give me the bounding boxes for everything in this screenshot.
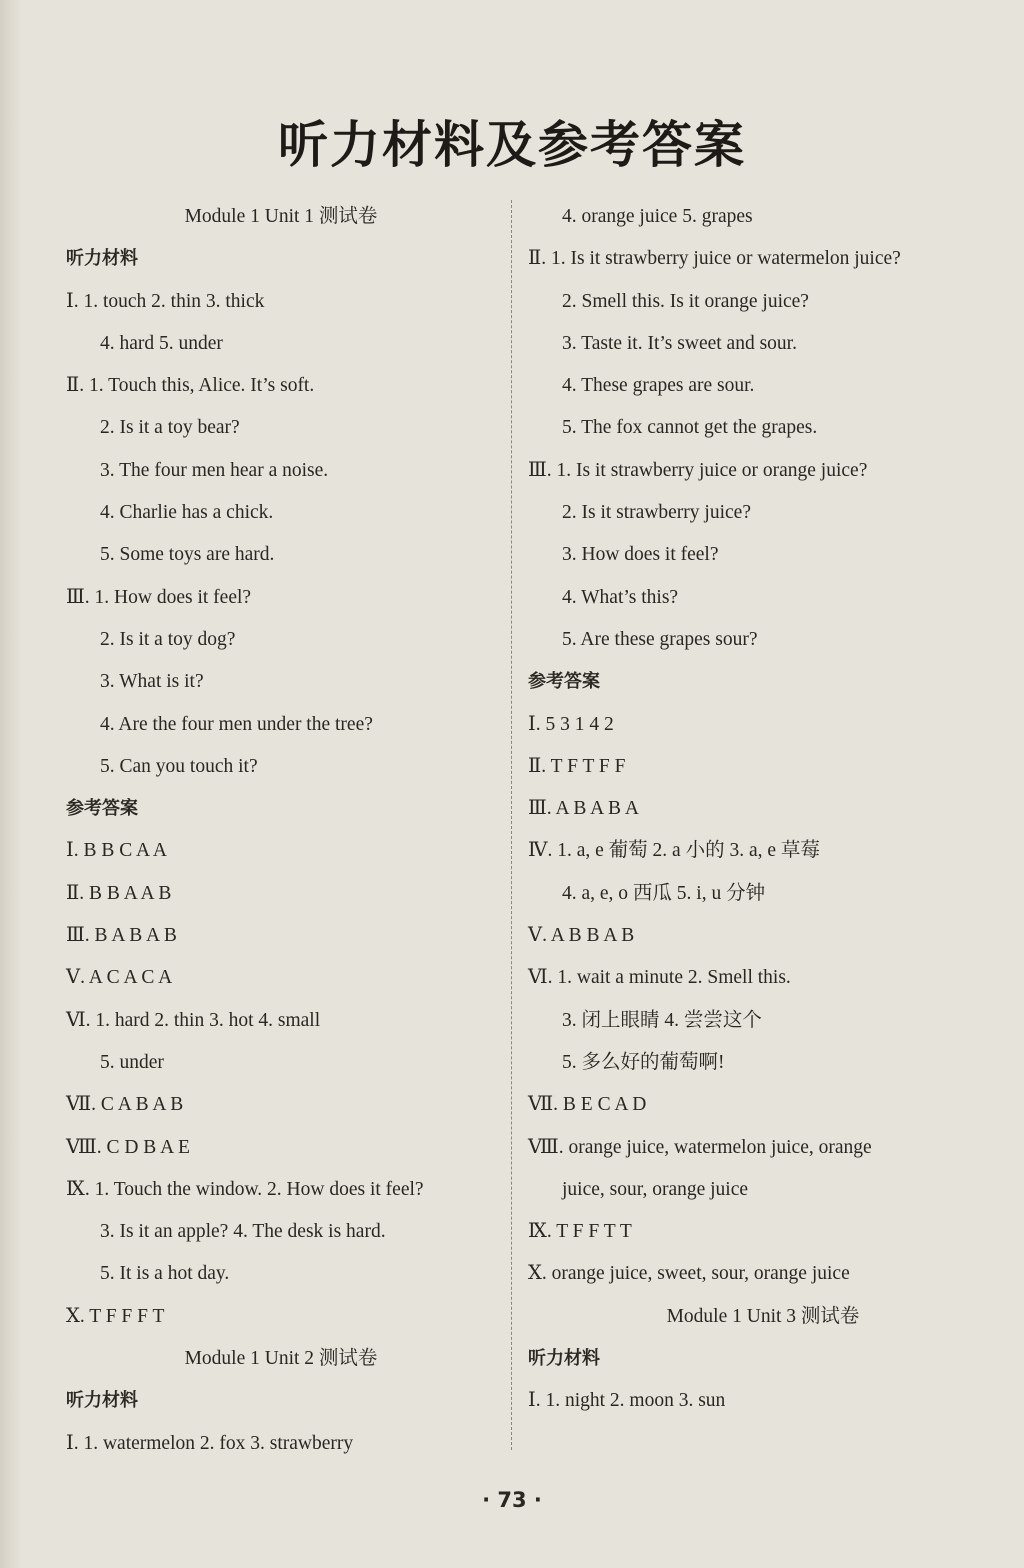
text-line: Ⅲ. A B A B A <box>528 798 639 820</box>
section-heading: 参考答案 <box>528 671 600 693</box>
text-line: 2. Smell this. Is it orange juice? <box>562 290 809 312</box>
text-line: 3. 闭上眼睛 4. 尝尝这个 <box>562 1009 762 1031</box>
text-line: 5. 多么好的葡萄啊! <box>562 1051 725 1073</box>
text-line: 2. Is it a toy bear? <box>100 417 240 439</box>
section-heading: 听力材料 <box>66 248 138 270</box>
text-line: 5. under <box>100 1051 164 1073</box>
text-line: Ⅶ. B E C A D <box>528 1094 647 1116</box>
text-line: 3. The four men hear a noise. <box>100 459 329 481</box>
text-line: Ⅰ. 5 3 1 4 2 <box>528 713 614 735</box>
right-column <box>528 196 998 1423</box>
text-line: Ⅴ. A B B A B <box>528 925 635 947</box>
text-line: Ⅵ. 1. wait a minute 2. Smell this. <box>528 967 791 989</box>
page-number: · 73 · <box>482 1488 542 1512</box>
text-line: 5. It is a hot day. <box>100 1263 230 1285</box>
text-line: Ⅸ. 1. Touch the window. 2. How does it feel? <box>66 1178 424 1200</box>
text-line: Ⅱ. 1. Is it strawberry juice or watermelon juice? <box>528 248 901 270</box>
text-line: Ⅱ. 1. Touch this, Alice. It’s soft. <box>66 375 315 397</box>
text-line: Ⅰ. 1. night 2. moon 3. sun <box>528 1390 726 1412</box>
section-heading: 听力材料 <box>528 1348 600 1370</box>
column-divider <box>511 200 512 1450</box>
text-line: 2. Is it a toy dog? <box>100 628 236 650</box>
text-line: Ⅱ. T F T F F <box>528 755 626 777</box>
text-line: 3. Taste it. It’s sweet and sour. <box>562 332 797 354</box>
text-line: 5. Are these grapes sour? <box>562 628 758 650</box>
text-line: 4. hard 5. under <box>100 332 223 354</box>
text-line: Ⅲ. 1. Is it strawberry juice or orange juice? <box>528 459 868 481</box>
text-line: Ⅹ. T F F F T <box>66 1305 165 1327</box>
text-line: 4. orange juice 5. grapes <box>562 206 753 227</box>
text-line: 5. Some toys are hard. <box>100 544 275 566</box>
text-line: 5. Can you touch it? <box>100 755 258 777</box>
text-line: juice, sour, orange juice <box>562 1178 749 1200</box>
text-line: 4. a, e, o 西瓜 5. i, u 分钟 <box>562 882 766 904</box>
text-line: 3. What is it? <box>100 671 204 693</box>
text-line: Ⅷ. orange juice, watermelon juice, orange <box>528 1136 872 1158</box>
text-line: Ⅳ. 1. a, e 葡萄 2. a 小的 3. a, e 草莓 <box>528 840 820 862</box>
text-line: 3. Is it an apple? 4. The desk is hard. <box>100 1221 386 1243</box>
unit-heading: Module 1 Unit 2 测试卷 <box>184 1348 378 1370</box>
text-line: 2. Is it strawberry juice? <box>562 502 751 524</box>
section-heading: 参考答案 <box>66 798 138 820</box>
text-line: Ⅱ. B B A A B <box>66 882 172 904</box>
text-line: Ⅸ. T F F T T <box>528 1221 632 1243</box>
text-line: Ⅴ. A C A C A <box>66 967 173 989</box>
text-line: Ⅵ. 1. hard 2. thin 3. hot 4. small <box>66 1009 321 1031</box>
text-line: 4. What’s this? <box>562 586 679 608</box>
text-line: Ⅲ. B A B A B <box>66 925 177 947</box>
text-line: Ⅰ. 1. watermelon 2. fox 3. strawberry <box>66 1432 354 1454</box>
text-line: Ⅷ. C D B A E <box>66 1136 190 1158</box>
unit-heading: Module 1 Unit 3 测试卷 <box>666 1305 860 1327</box>
unit-heading: Module 1 Unit 1 测试卷 <box>184 206 378 227</box>
page-title: 听力材料及参考答案 <box>278 116 746 174</box>
left-column <box>66 196 496 1465</box>
section-heading: 听力材料 <box>66 1390 138 1412</box>
text-line: 4. Are the four men under the tree? <box>100 713 373 735</box>
text-line: Ⅰ. 1. touch 2. thin 3. thick <box>66 290 265 312</box>
text-line: Ⅶ. C A B A B <box>66 1094 184 1116</box>
text-line: 4. These grapes are sour. <box>562 375 755 397</box>
page-edge <box>0 0 22 1568</box>
text-line: 5. The fox cannot get the grapes. <box>562 417 818 439</box>
text-line: Ⅰ. B B C A A <box>66 840 167 862</box>
text-line: 4. Charlie has a chick. <box>100 502 274 524</box>
text-line: 3. How does it feel? <box>562 544 719 566</box>
text-line: Ⅲ. 1. How does it feel? <box>66 586 252 608</box>
text-line: Ⅹ. orange juice, sweet, sour, orange juice <box>528 1263 850 1285</box>
